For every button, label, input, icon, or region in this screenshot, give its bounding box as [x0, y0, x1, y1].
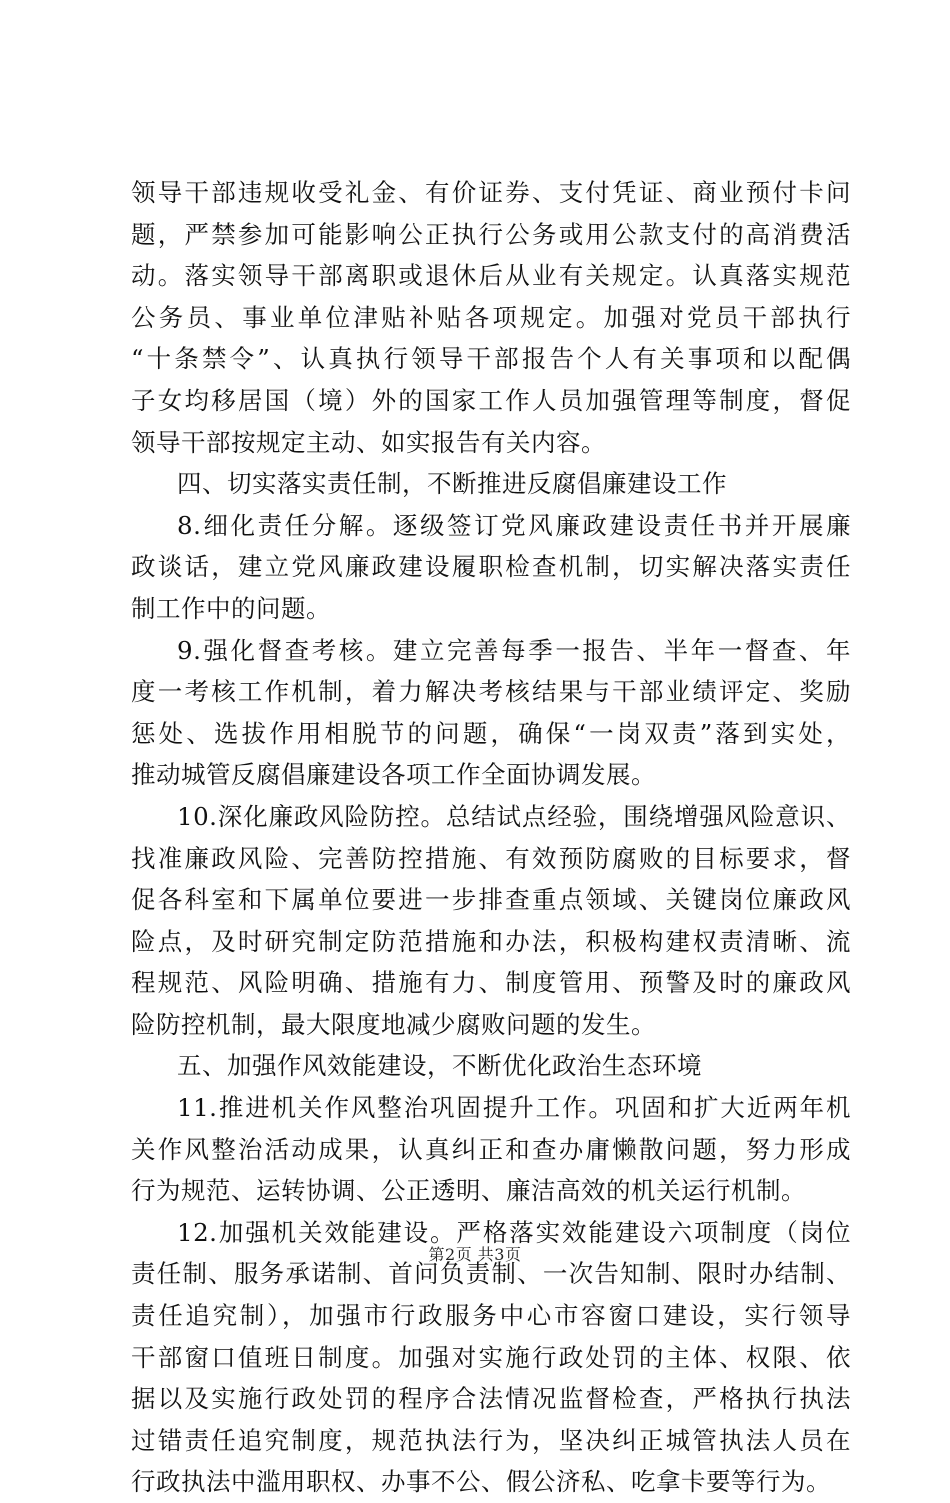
- text-line: 11.推进机关作风整治巩固提升工作。巩固和扩大近两年机: [177, 1093, 851, 1123]
- text-line: 8.细化责任分解。逐级签订党风廉政建设责任书并开展廉: [177, 510, 851, 540]
- text-line: 政谈话，建立党风廉政建设履职检查机制，切实解决落实责任: [131, 552, 851, 582]
- text-line: 找准廉政风险、完善防控措施、有效预防腐败的目标要求，督: [131, 843, 851, 873]
- text-line: 险防控机制，最大限度地减少腐败问题的发生。: [131, 1009, 656, 1039]
- text-line: 公务员、事业单位津贴补贴各项规定。加强对党员干部执行: [131, 302, 851, 332]
- text-line: 据以及实施行政处罚的程序合法情况监督检查，严格执行执法: [131, 1384, 851, 1414]
- text-line: 9.强化督查考核。建立完善每季一报告、半年一督查、年: [177, 635, 851, 665]
- text-line: 12.加强机关效能建设。严格落实效能建设六项制度（岗位: [177, 1217, 851, 1247]
- text-line: 行为规范、运转协调、公正透明、廉洁高效的机关运行机制。: [131, 1176, 806, 1206]
- text-line: 程规范、风险明确、措施有力、制度管用、预警及时的廉政风: [131, 968, 851, 998]
- text-line: 干部窗口值班日制度。加强对实施行政处罚的主体、权限、依: [131, 1342, 851, 1372]
- text-line: 行政执法中滥用职权、办事不公、假公济私、吃拿卡要等行为。: [131, 1467, 831, 1497]
- text-line: 子女均移居国（境）外的国家工作人员加强管理等制度，督促: [131, 385, 851, 415]
- text-line: 五、加强作风效能建设，不断优化政治生态环境: [177, 1051, 702, 1081]
- text-line: 领导干部违规收受礼金、有价证券、支付凭证、商业预付卡问: [131, 178, 851, 207]
- text-line: 10.深化廉政风险防控。总结试点经验，围绕增强风险意识、: [177, 801, 851, 831]
- text-line: 关作风整治活动成果，认真纠正和查办庸懒散问题，努力形成: [131, 1134, 851, 1164]
- text-line: 四、切实落实责任制，不断推进反腐倡廉建设工作: [177, 469, 727, 499]
- text-line: 题，严禁参加可能影响公正执行公务或用公款支付的高消费活: [131, 219, 851, 249]
- text-line: “十条禁令”、认真执行领导干部报告个人有关事项和以配偶: [131, 344, 851, 374]
- text-line: 领导干部按规定主动、如实报告有关内容。: [131, 427, 606, 457]
- page-footer: 第2页 共3页: [428, 1245, 522, 1264]
- text-line: 制工作中的问题。: [131, 593, 331, 623]
- text-line: 惩处、选拔作用相脱节的问题，确保“一岗双责”落到实处，: [131, 718, 851, 748]
- text-line: 动。落实领导干部离职或退休后从业有关规定。认真落实规范: [131, 261, 851, 291]
- text-line: 推动城管反腐倡廉建设各项工作全面协调发展。: [131, 760, 656, 790]
- text-line: 责任制、服务承诺制、首问负责制、一次告知制、限时办结制、: [131, 1259, 851, 1289]
- text-line: 险点，及时研究制定防范措施和办法，积极构建权责清晰、流: [131, 926, 851, 956]
- text-line: 过错责任追究制度，规范执法行为，坚决纠正城管执法人员在: [131, 1425, 851, 1455]
- text-line: 度一考核工作机制，着力解决考核结果与干部业绩评定、奖励: [131, 677, 851, 707]
- text-line: 责任追究制），加强市行政服务中心市容窗口建设，实行领导: [131, 1301, 851, 1331]
- document-body: [131, 172, 851, 1503]
- text-line: 促各科室和下属单位要进一步排查重点领域、关键岗位廉政风: [131, 885, 851, 915]
